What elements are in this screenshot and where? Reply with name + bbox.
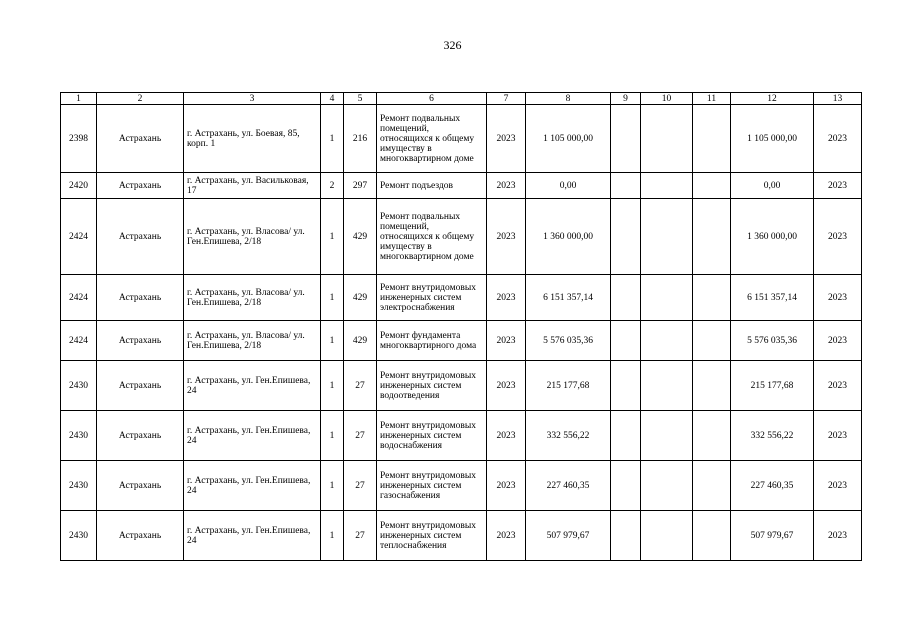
table-row xyxy=(61,511,862,561)
cell-fund-cost: 1 105 000,00 xyxy=(731,105,814,173)
cell-col-9 xyxy=(611,461,641,511)
cell-work-type: Ремонт подъездов xyxy=(377,173,487,199)
cell-year: 2023 xyxy=(487,511,526,561)
table-row xyxy=(61,411,862,461)
cell-total-cost: 1 105 000,00 xyxy=(526,105,611,173)
cell-plan-year: 2023 xyxy=(814,321,862,361)
table-header-row xyxy=(61,93,862,105)
cell-col-11 xyxy=(693,411,731,461)
cell-work-type: Ремонт внутридомовых инженерных систем теплоснабжения xyxy=(377,511,487,561)
cell-floors: 216 xyxy=(344,105,377,173)
cell-address: г. Астрахань, ул. Ген.Епишева, 24 xyxy=(184,411,321,461)
cell-col-10 xyxy=(641,321,693,361)
cell-address: г. Астрахань, ул. Боевая, 85, корп. 1 xyxy=(184,105,321,173)
cell-address: г. Астрахань, ул. Васильковая, 17 xyxy=(184,173,321,199)
cell-settlement: Астрахань xyxy=(97,275,184,321)
cell-col-10 xyxy=(641,199,693,275)
cell-total-cost: 6 151 357,14 xyxy=(526,275,611,321)
cell-floors: 429 xyxy=(344,275,377,321)
cell-fund-cost: 1 360 000,00 xyxy=(731,199,814,275)
cell-plan-year: 2023 xyxy=(814,511,862,561)
cell-col-11 xyxy=(693,321,731,361)
cell-row-id: 2424 xyxy=(61,275,97,321)
cell-col-9 xyxy=(611,361,641,411)
cell-floors: 27 xyxy=(344,411,377,461)
cell-material: 1 xyxy=(321,511,344,561)
cell-address: г. Астрахань, ул. Власова/ ул. Ген.Епишева, 2/18 xyxy=(184,199,321,275)
cell-total-cost: 507 979,67 xyxy=(526,511,611,561)
cell-floors: 27 xyxy=(344,511,377,561)
cell-col-11 xyxy=(693,199,731,275)
cell-fund-cost: 5 576 035,36 xyxy=(731,321,814,361)
cell-fund-cost: 227 460,35 xyxy=(731,461,814,511)
table-row xyxy=(61,199,862,275)
cell-floors: 429 xyxy=(344,199,377,275)
column-header-4: 4 xyxy=(321,93,344,105)
cell-year: 2023 xyxy=(487,461,526,511)
cell-plan-year: 2023 xyxy=(814,461,862,511)
cell-material: 1 xyxy=(321,361,344,411)
cell-total-cost: 332 556,22 xyxy=(526,411,611,461)
column-header-13: 13 xyxy=(814,93,862,105)
cell-plan-year: 2023 xyxy=(814,411,862,461)
cell-col-10 xyxy=(641,275,693,321)
cell-year: 2023 xyxy=(487,105,526,173)
cell-work-type: Ремонт внутридомовых инженерных систем газоснабжения xyxy=(377,461,487,511)
cell-col-11 xyxy=(693,275,731,321)
cell-fund-cost: 6 151 357,14 xyxy=(731,275,814,321)
column-header-7: 7 xyxy=(487,93,526,105)
cell-settlement: Астрахань xyxy=(97,321,184,361)
cell-row-id: 2424 xyxy=(61,199,97,275)
cell-plan-year: 2023 xyxy=(814,105,862,173)
cell-total-cost: 5 576 035,36 xyxy=(526,321,611,361)
column-header-11: 11 xyxy=(693,93,731,105)
cell-fund-cost: 332 556,22 xyxy=(731,411,814,461)
column-header-12: 12 xyxy=(731,93,814,105)
cell-material: 2 xyxy=(321,173,344,199)
cell-fund-cost: 507 979,67 xyxy=(731,511,814,561)
table-row xyxy=(61,275,862,321)
cell-row-id: 2398 xyxy=(61,105,97,173)
cell-col-9 xyxy=(611,511,641,561)
cell-col-11 xyxy=(693,173,731,199)
cell-address: г. Астрахань, ул. Ген.Епишева, 24 xyxy=(184,361,321,411)
table-row xyxy=(61,173,862,199)
cell-year: 2023 xyxy=(487,321,526,361)
cell-col-9 xyxy=(611,411,641,461)
cell-work-type: Ремонт фундамента многоквартирного дома xyxy=(377,321,487,361)
cell-fund-cost: 215 177,68 xyxy=(731,361,814,411)
cell-col-10 xyxy=(641,511,693,561)
cell-year: 2023 xyxy=(487,411,526,461)
cell-year: 2023 xyxy=(487,199,526,275)
cell-col-11 xyxy=(693,105,731,173)
cell-col-10 xyxy=(641,173,693,199)
cell-floors: 27 xyxy=(344,461,377,511)
cell-plan-year: 2023 xyxy=(814,275,862,321)
cell-work-type: Ремонт подвальных помещений, относящихся к общему имуществу в многоквартирном доме xyxy=(377,199,487,275)
cell-floors: 297 xyxy=(344,173,377,199)
cell-fund-cost: 0,00 xyxy=(731,173,814,199)
cell-address: г. Астрахань, ул. Власова/ ул. Ген.Епишева, 2/18 xyxy=(184,321,321,361)
cell-row-id: 2430 xyxy=(61,511,97,561)
cell-col-11 xyxy=(693,461,731,511)
cell-material: 1 xyxy=(321,105,344,173)
cell-floors: 429 xyxy=(344,321,377,361)
column-header-6: 6 xyxy=(377,93,487,105)
cell-settlement: Астрахань xyxy=(97,411,184,461)
column-header-1: 1 xyxy=(61,93,97,105)
cell-row-id: 2420 xyxy=(61,173,97,199)
cell-row-id: 2430 xyxy=(61,411,97,461)
cell-settlement: Астрахань xyxy=(97,511,184,561)
cell-plan-year: 2023 xyxy=(814,361,862,411)
cell-work-type: Ремонт внутридомовых инженерных систем водоснабжения xyxy=(377,411,487,461)
cell-settlement: Астрахань xyxy=(97,105,184,173)
table-row xyxy=(61,361,862,411)
cell-total-cost: 0,00 xyxy=(526,173,611,199)
cell-plan-year: 2023 xyxy=(814,199,862,275)
column-header-2: 2 xyxy=(97,93,184,105)
column-header-8: 8 xyxy=(526,93,611,105)
cell-floors: 27 xyxy=(344,361,377,411)
table-row xyxy=(61,321,862,361)
cell-row-id: 2424 xyxy=(61,321,97,361)
cell-settlement: Астрахань xyxy=(97,461,184,511)
cell-address: г. Астрахань, ул. Власова/ ул. Ген.Епишева, 2/18 xyxy=(184,275,321,321)
cell-col-11 xyxy=(693,361,731,411)
cell-address: г. Астрахань, ул. Ген.Епишева, 24 xyxy=(184,461,321,511)
cell-work-type: Ремонт внутридомовых инженерных систем водоотведения xyxy=(377,361,487,411)
cell-material: 1 xyxy=(321,275,344,321)
cell-row-id: 2430 xyxy=(61,361,97,411)
cell-col-9 xyxy=(611,105,641,173)
table-body xyxy=(61,93,862,561)
cell-address: г. Астрахань, ул. Ген.Епишева, 24 xyxy=(184,511,321,561)
column-header-3: 3 xyxy=(184,93,321,105)
table-row xyxy=(61,461,862,511)
cell-year: 2023 xyxy=(487,361,526,411)
cell-work-type: Ремонт внутридомовых инженерных систем электроснабжения xyxy=(377,275,487,321)
cell-col-10 xyxy=(641,411,693,461)
cell-col-9 xyxy=(611,321,641,361)
cell-settlement: Астрахань xyxy=(97,361,184,411)
cell-material: 1 xyxy=(321,321,344,361)
cell-material: 1 xyxy=(321,199,344,275)
cell-col-10 xyxy=(641,461,693,511)
column-header-9: 9 xyxy=(611,93,641,105)
capital-repair-table xyxy=(60,92,862,561)
cell-total-cost: 227 460,35 xyxy=(526,461,611,511)
cell-total-cost: 1 360 000,00 xyxy=(526,199,611,275)
column-header-5: 5 xyxy=(344,93,377,105)
cell-material: 1 xyxy=(321,411,344,461)
column-header-10: 10 xyxy=(641,93,693,105)
cell-col-9 xyxy=(611,199,641,275)
cell-row-id: 2430 xyxy=(61,461,97,511)
cell-year: 2023 xyxy=(487,275,526,321)
cell-col-9 xyxy=(611,173,641,199)
cell-col-11 xyxy=(693,511,731,561)
cell-plan-year: 2023 xyxy=(814,173,862,199)
cell-settlement: Астрахань xyxy=(97,173,184,199)
cell-col-10 xyxy=(641,361,693,411)
cell-col-10 xyxy=(641,105,693,173)
page-number: 326 xyxy=(443,38,462,52)
cell-year: 2023 xyxy=(487,173,526,199)
cell-total-cost: 215 177,68 xyxy=(526,361,611,411)
cell-work-type: Ремонт подвальных помещений, относящихся к общему имуществу в многоквартирном доме xyxy=(377,105,487,173)
cell-col-9 xyxy=(611,275,641,321)
cell-material: 1 xyxy=(321,461,344,511)
table-row xyxy=(61,105,862,173)
cell-settlement: Астрахань xyxy=(97,199,184,275)
